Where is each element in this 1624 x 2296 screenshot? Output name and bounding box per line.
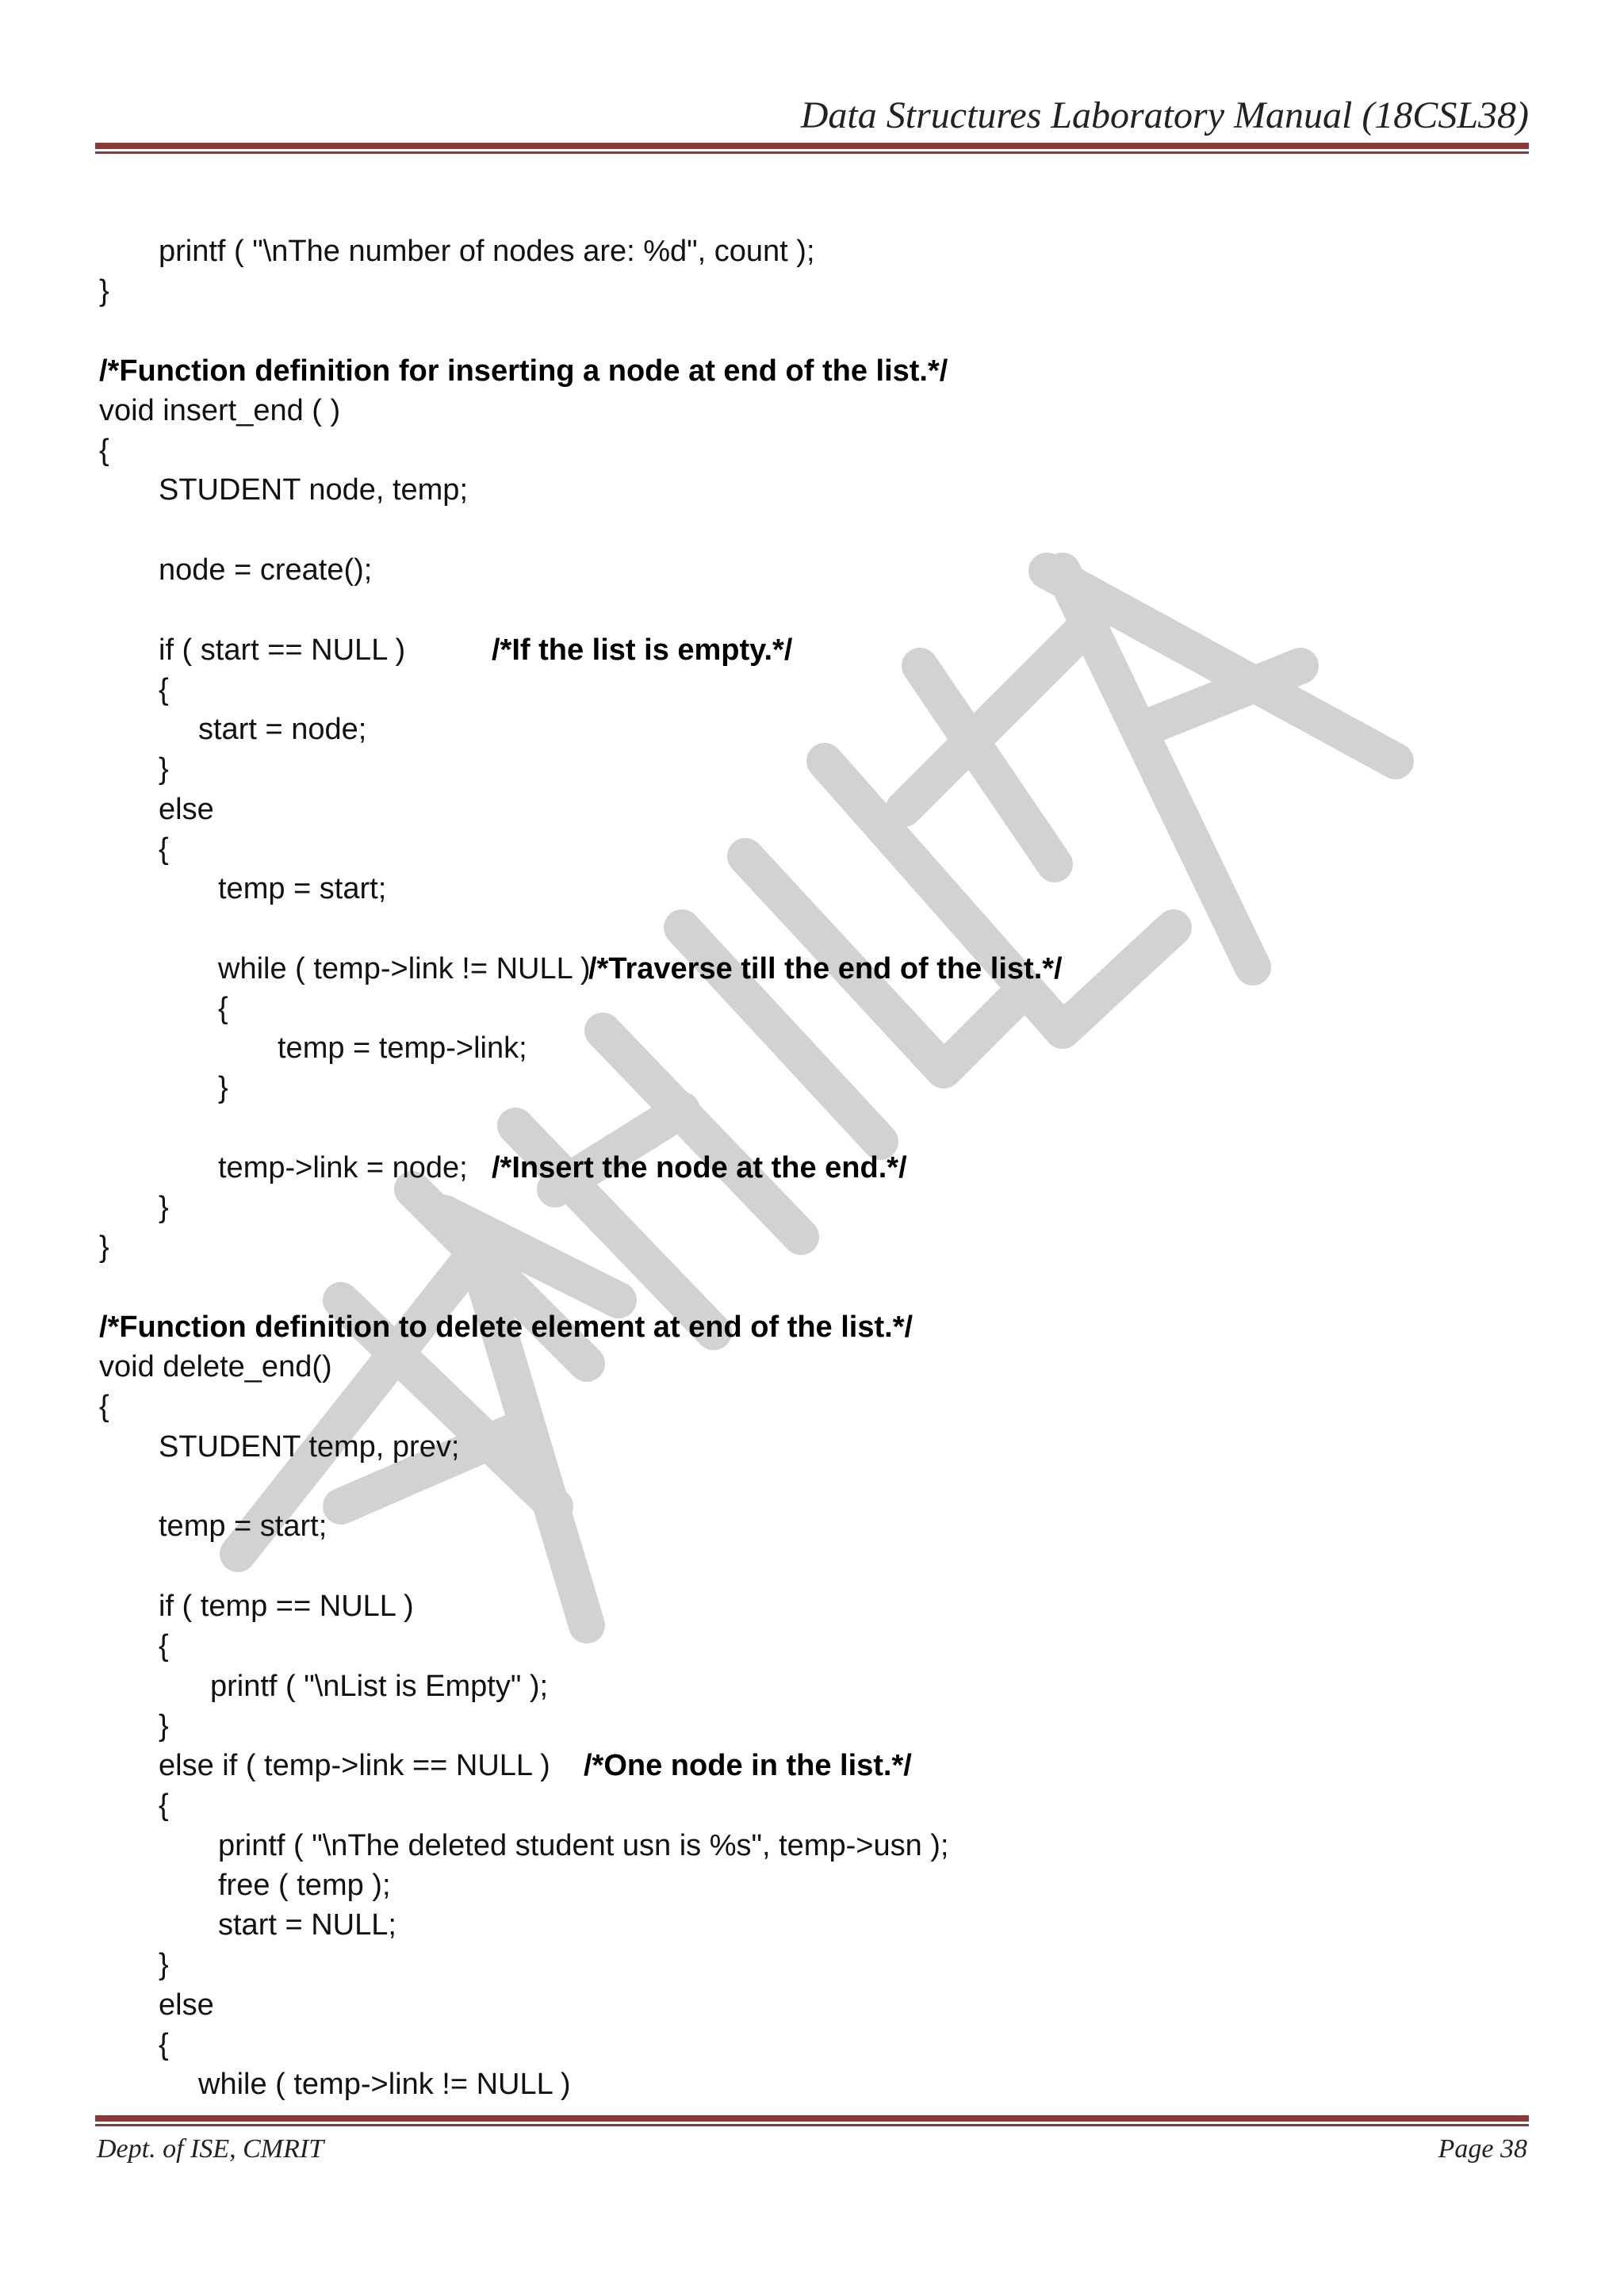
code-line: start = node; bbox=[198, 713, 367, 746]
code-line: temp = start; bbox=[218, 872, 387, 905]
footer-department: Dept. of ISE, CMRIT bbox=[97, 2134, 324, 2164]
code-line: while ( temp->link != NULL ) bbox=[198, 2068, 571, 2101]
code-line: else if ( temp->link == NULL ) bbox=[159, 1749, 550, 1782]
code-line: free ( temp ); bbox=[218, 1869, 391, 1902]
code-line: if ( temp == NULL ) bbox=[159, 1590, 414, 1623]
code-line: printf ( "\nList is Empty" ); bbox=[210, 1670, 549, 1703]
code-comment-heading: /*Function definition for inserting a node at end of the list.*/ bbox=[99, 354, 948, 388]
code-line: printf ( "\nThe deleted student usn is %s", temp->usn ); bbox=[218, 1829, 949, 1862]
code-line: temp->link = node; bbox=[218, 1151, 468, 1184]
footer-page-number: Page 38 bbox=[1438, 2134, 1527, 2164]
footer-rule bbox=[95, 2115, 1529, 2126]
code-comment: /*Insert the node at the end.*/ bbox=[492, 1151, 907, 1184]
code-comment: /*Traverse till the end of the list.*/ bbox=[588, 952, 1063, 985]
code-line: else bbox=[159, 793, 214, 826]
code-line: { bbox=[99, 434, 109, 467]
code-line: { bbox=[218, 992, 228, 1025]
code-line: temp = temp->link; bbox=[278, 1031, 527, 1065]
code-comment: /*One node in the list.*/ bbox=[584, 1749, 912, 1782]
code-line: start = NULL; bbox=[218, 1908, 396, 1942]
code-line: } bbox=[159, 1191, 169, 1224]
code-line: STUDENT temp, prev; bbox=[159, 1430, 460, 1464]
code-line: printf ( "\nThe number of nodes are: %d", count ); bbox=[159, 235, 815, 268]
code-line: } bbox=[99, 274, 109, 308]
code-line: STUDENT node, temp; bbox=[159, 473, 469, 507]
header-title: Data Structures Laboratory Manual (18CSL38) bbox=[800, 94, 1529, 136]
code-line: } bbox=[159, 752, 169, 786]
code-line: { bbox=[159, 1629, 169, 1663]
code-line: } bbox=[159, 1948, 169, 1981]
code-line: } bbox=[218, 1071, 228, 1104]
code-line: temp = start; bbox=[159, 1510, 327, 1543]
code-line: node = create(); bbox=[159, 553, 373, 587]
code-comment: /*If the list is empty.*/ bbox=[492, 633, 793, 667]
code-line: } bbox=[99, 1230, 109, 1264]
code-line: { bbox=[159, 673, 169, 706]
code-line: { bbox=[159, 1789, 169, 1822]
code-comment-heading: /*Function definition to delete element at end of the list.*/ bbox=[99, 1311, 914, 1344]
code-line: while ( temp->link != NULL ) bbox=[218, 952, 591, 985]
code-line: { bbox=[159, 2028, 169, 2061]
code-line: } bbox=[159, 1709, 169, 1743]
code-line: void insert_end ( ) bbox=[99, 394, 341, 427]
code-line: { bbox=[159, 832, 169, 866]
code-line: { bbox=[99, 1390, 109, 1423]
code-line: else bbox=[159, 1988, 214, 2022]
code-line: void delete_end() bbox=[99, 1350, 332, 1383]
code-line: if ( start == NULL ) bbox=[159, 633, 406, 667]
